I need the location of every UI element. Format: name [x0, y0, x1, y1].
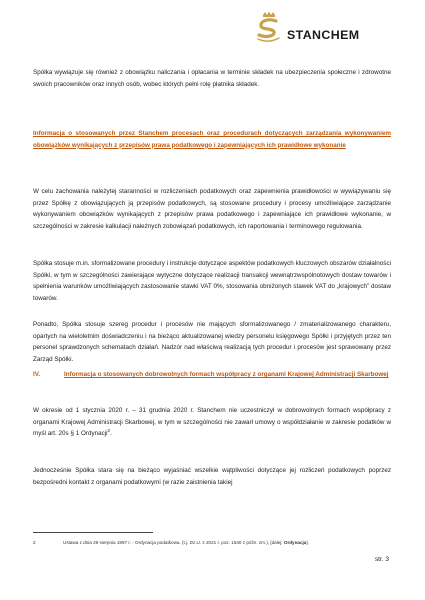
paragraph-cooperation-text: W okresie od 1 stycznia 2020 r. – 31 grudnia 2020 r. Stanchem nie uczestniczył w dobrowolnych formach współpracy z organami Krajowej Administracji Skarbowej, w tym w szczególności nie zawarł umowy o współdziałanie w zakresie podatków w myśl art. 20s § 1 Ordynacji — [33, 407, 391, 438]
logo-emblem-icon — [254, 11, 284, 45]
section-heading-procedures: Informacja o stosowanych przez Stanchem procesach oraz procedurach dotyczących zarządzania wykonywaniem obowiązków wynikających z przepisów prawa podatkowego i zapewniających ich prawidłowe wykonanie — [33, 130, 391, 149]
paragraph-social-insurance: Spółka wywiązuje się również z obowiązku naliczania i opłacania w terminie składek na ubezpieczenia społeczne i zdrowotne swoich pracowników oraz innych osób, wobec których pełni rolę płatnika składek. — [33, 69, 391, 88]
footnote — [33, 539, 393, 546]
footnote-number: 2 — [33, 540, 36, 545]
paragraph-cooperation-end: . — [110, 430, 112, 438]
footnote-bold-term: Ordynacja — [283, 540, 307, 545]
paragraph-informal-procedures: Ponadto, Spółka stosuje szereg procedur i procesów nie mających sformalizowanego / zmaterializowanego charakteru, opartych na wieloletnim doświadczeniu i na bieżąco aktualizowanej wiedzy personelu księgowego Spółki i przyjętych przez ten personel sprawdzonych schematach działań. Nadzór nad właściwą realizacją tych procedur i procesów jest sprawowany przez Zarząd Spółki. — [33, 321, 391, 364]
paragraph-cooperation-period — [33, 405, 391, 440]
stanchem-logo — [254, 11, 389, 45]
paragraph-tax-clarification: Jednocześnie Spółka stara się na bieżąco wyjaśniać wszelkie wątpliwości dotyczące jej rozliczeń podatkowych poprzez bezpośredni kontakt z organami podatkowymi (w razie zaistnienia takiej — [33, 467, 391, 486]
footnote-separator — [33, 532, 153, 533]
paragraph-formal-procedures: Spółka stosuje m.in. sformalizowane procedury i instrukcje dotyczące aspektów podatkowych kluczowych obszarów działalności Spółki, w tym w szczególności zawierające wytyczne dotyczące realizacji transakcji wewnątrzwspólnotowych dostaw towarów i spełnienia warunków umożliwiających zastosowanie stawki VAT 0%, stosowania obniżonych stawek VAT do „krajowych” dostaw towarów. — [33, 260, 391, 303]
footnote-end: ]. — [306, 540, 309, 545]
paragraph-due-diligence: W celu zachowania należytej staranności w rozliczeniach podatkowych oraz zapewnienia prawidłowości w wywiązywaniu się przez Spółkę z obowiązujących ją przepisów podatkowych, są stosowane procedury i procesy umożliwiające zarządzanie wykonywaniem obowiązków wynikających z przepisów prawa podatkowego i zapewniające ich prawidłowe wykonanie, w szczególności w zakresie kalkulacji należnych zobowiązań podatkowych, ich raportowania i terminowego regulowania. — [33, 188, 391, 231]
section-number: IV. — [33, 371, 41, 378]
footnote-text: Ustawa z dnia 29 sierpnia 1997 r. - Ordynacja podatkowa. (t.j. Dz.U. z 2021 r. poz. 1540 z późn. zm.), [dalej: — [63, 540, 284, 545]
section-heading-cooperation: Informacja o stosowanych dobrowolnych formach współpracy z organami Krajowej Administracji Skarbowej — [64, 371, 389, 378]
logo-brand-text: STANCHEM — [287, 28, 360, 42]
footnote-reference: 2 — [107, 428, 111, 434]
page-number: str. 3 — [374, 556, 389, 563]
